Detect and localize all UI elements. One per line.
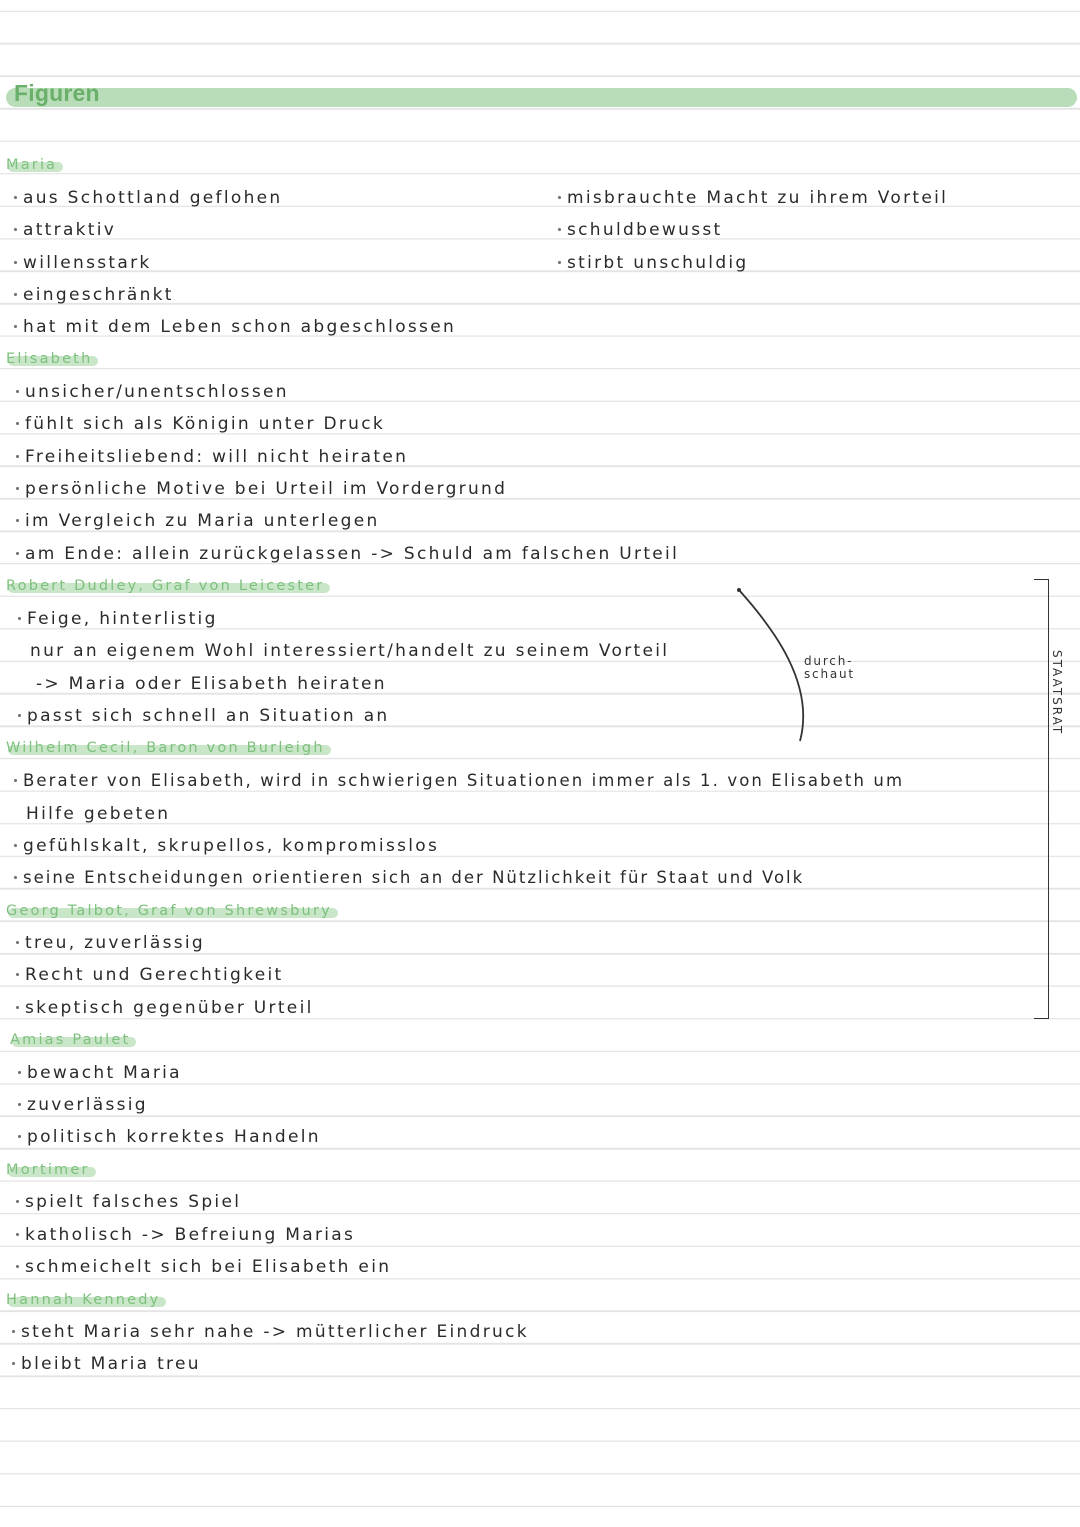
bullet-icon: [16, 1200, 19, 1203]
page-title: Figuren: [14, 80, 100, 106]
heading-label: Elisabeth: [6, 351, 93, 367]
list-item: [16, 998, 314, 1018]
list-item: [18, 609, 218, 629]
heading-maria: [6, 157, 57, 173]
list-item: [18, 1063, 182, 1083]
item-text: misbrauchte Macht zu ihrem Vorteil: [567, 188, 949, 208]
item-text: schuldbewusst: [567, 220, 723, 240]
heading-label: Georg Talbot, Graf von Shrewsbury: [6, 903, 332, 919]
heading-elisabeth: [6, 351, 92, 367]
item-text: im Vergleich zu Maria unterlegen: [25, 511, 380, 531]
item-text: bleibt Maria treu: [21, 1354, 201, 1374]
list-item: [26, 804, 170, 824]
arrow-head: [737, 588, 741, 592]
list-item: [30, 641, 669, 661]
bullet-icon: [14, 325, 17, 328]
heading-paulet: [10, 1032, 130, 1048]
bullet-icon: [16, 973, 19, 976]
bullet-icon: [16, 455, 19, 458]
list-item: [16, 1192, 241, 1212]
item-text: attraktiv: [23, 220, 117, 240]
item-text: katholisch -> Befreiung Marias: [25, 1225, 356, 1245]
bullet-icon: [14, 196, 17, 199]
item-text: gefühlskalt, skrupellos, kompromisslos: [23, 836, 440, 856]
heading-label: Hannah Kennedy: [6, 1292, 161, 1308]
heading-leicester: [6, 578, 324, 594]
item-text: nur an eigenem Wohl interessiert/handelt zu seinem Vorteil: [30, 641, 670, 661]
durchschaut-annotation: [804, 655, 855, 681]
item-text: am Ende: allein zurückgelassen -> Schuld am falschen Urteil: [25, 544, 680, 564]
bullet-icon: [558, 228, 561, 231]
item-text: steht Maria sehr nahe -> mütterlicher Eindruck: [21, 1322, 529, 1342]
bullet-icon: [16, 1006, 19, 1009]
list-item: [16, 382, 289, 402]
item-text: seine Entscheidungen orientieren sich an der Nützlichkeit für Staat und Volk: [23, 868, 805, 887]
heading-label: Robert Dudley, Graf von Leicester: [6, 578, 325, 594]
bullet-icon: [18, 617, 21, 620]
bullet-icon: [16, 941, 19, 944]
list-item: [18, 1127, 321, 1147]
list-item: [18, 1095, 148, 1115]
bullet-icon: [16, 422, 19, 425]
item-text: schmeichelt sich bei Elisabeth ein: [25, 1257, 392, 1277]
list-item: [12, 1354, 201, 1374]
heading-burleigh: [6, 740, 325, 756]
item-text: Hilfe gebeten: [26, 804, 171, 824]
item-text: persönliche Motive bei Urteil im Vordergrund: [25, 479, 508, 499]
heading-mortimer: [6, 1162, 90, 1178]
list-item: [14, 253, 152, 273]
bullet-icon: [18, 1103, 21, 1106]
heading-label: Mortimer: [6, 1162, 90, 1178]
item-text: -> Maria oder Elisabeth heiraten: [36, 674, 387, 694]
heading-label: Wilhelm Cecil, Baron von Burleigh: [6, 740, 325, 756]
bullet-icon: [14, 844, 17, 847]
list-item: [36, 674, 387, 694]
heading-label: Amias Paulet: [10, 1032, 131, 1048]
list-item: [14, 868, 804, 888]
bullet-icon: [558, 261, 561, 264]
bullet-icon: [14, 293, 17, 296]
list-item: [14, 188, 282, 208]
bullet-icon: [18, 1071, 21, 1074]
bullet-icon: [18, 1135, 21, 1138]
bullet-icon: [16, 1233, 19, 1236]
list-item: [16, 414, 385, 434]
item-text: fühlt sich als Königin unter Druck: [25, 414, 386, 434]
bullet-icon: [12, 1330, 15, 1333]
staatsrat-bracket: [1034, 579, 1049, 1019]
list-item: [558, 253, 749, 273]
list-item: [16, 965, 283, 985]
bullet-icon: [18, 714, 21, 717]
title-highlight: [6, 88, 1077, 107]
item-text: skeptisch gegenüber Urteil: [25, 998, 314, 1018]
list-item: [16, 447, 408, 467]
item-text: zuverlässig: [27, 1095, 148, 1115]
list-item: [16, 544, 679, 564]
list-item: [16, 1257, 391, 1277]
bullet-icon: [14, 876, 17, 879]
annotation-line: schaut: [804, 667, 855, 681]
list-item: [12, 1322, 529, 1342]
item-text: Berater von Elisabeth, wird in schwierigen Situationen immer als 1. von Elisabeth um: [23, 771, 905, 790]
item-text: Feige, hinterlistig: [27, 609, 218, 629]
annotation-line: durch-: [804, 654, 854, 668]
item-text: aus Schottland geflohen: [23, 188, 283, 208]
bullet-icon: [16, 519, 19, 522]
heading-shrewsbury: [6, 903, 332, 919]
item-text: unsicher/unentschlossen: [25, 382, 289, 402]
item-text: treu, zuverlässig: [25, 933, 205, 953]
item-text: spielt falsches Spiel: [25, 1192, 242, 1212]
list-item: [16, 1225, 355, 1245]
arrow-curve: [739, 590, 803, 741]
heading-kennedy: [6, 1292, 160, 1308]
list-item: [558, 188, 948, 208]
bullet-icon: [12, 1362, 15, 1365]
list-item: [14, 836, 439, 856]
list-item: [16, 933, 205, 953]
bullet-icon: [16, 552, 19, 555]
bullet-icon: [16, 487, 19, 490]
item-text: bewacht Maria: [27, 1063, 182, 1083]
item-text: eingeschränkt: [23, 285, 174, 305]
list-item: [16, 479, 507, 499]
list-item: [16, 511, 380, 531]
bullet-icon: [14, 228, 17, 231]
bullet-icon: [14, 779, 17, 782]
heading-label: Maria: [6, 157, 58, 173]
item-text: Recht und Gerechtigkeit: [25, 965, 284, 985]
list-item: [18, 706, 390, 726]
bullet-icon: [558, 196, 561, 199]
staatsrat-label: STAATSRAT: [1050, 650, 1064, 736]
list-item: [558, 220, 722, 240]
item-text: passt sich schnell an Situation an: [27, 706, 390, 726]
list-item: [14, 220, 116, 240]
item-text: politisch korrektes Handeln: [27, 1127, 321, 1147]
list-item: [14, 771, 904, 791]
item-text: stirbt unschuldig: [567, 253, 749, 273]
bullet-icon: [16, 390, 19, 393]
list-item: [14, 285, 174, 305]
bullet-icon: [16, 1265, 19, 1268]
item-text: hat mit dem Leben schon abgeschlossen: [23, 317, 457, 337]
item-text: willensstark: [23, 253, 152, 273]
bullet-icon: [14, 261, 17, 264]
item-text: Freiheitsliebend: will nicht heiraten: [25, 447, 409, 467]
list-item: [14, 317, 456, 337]
